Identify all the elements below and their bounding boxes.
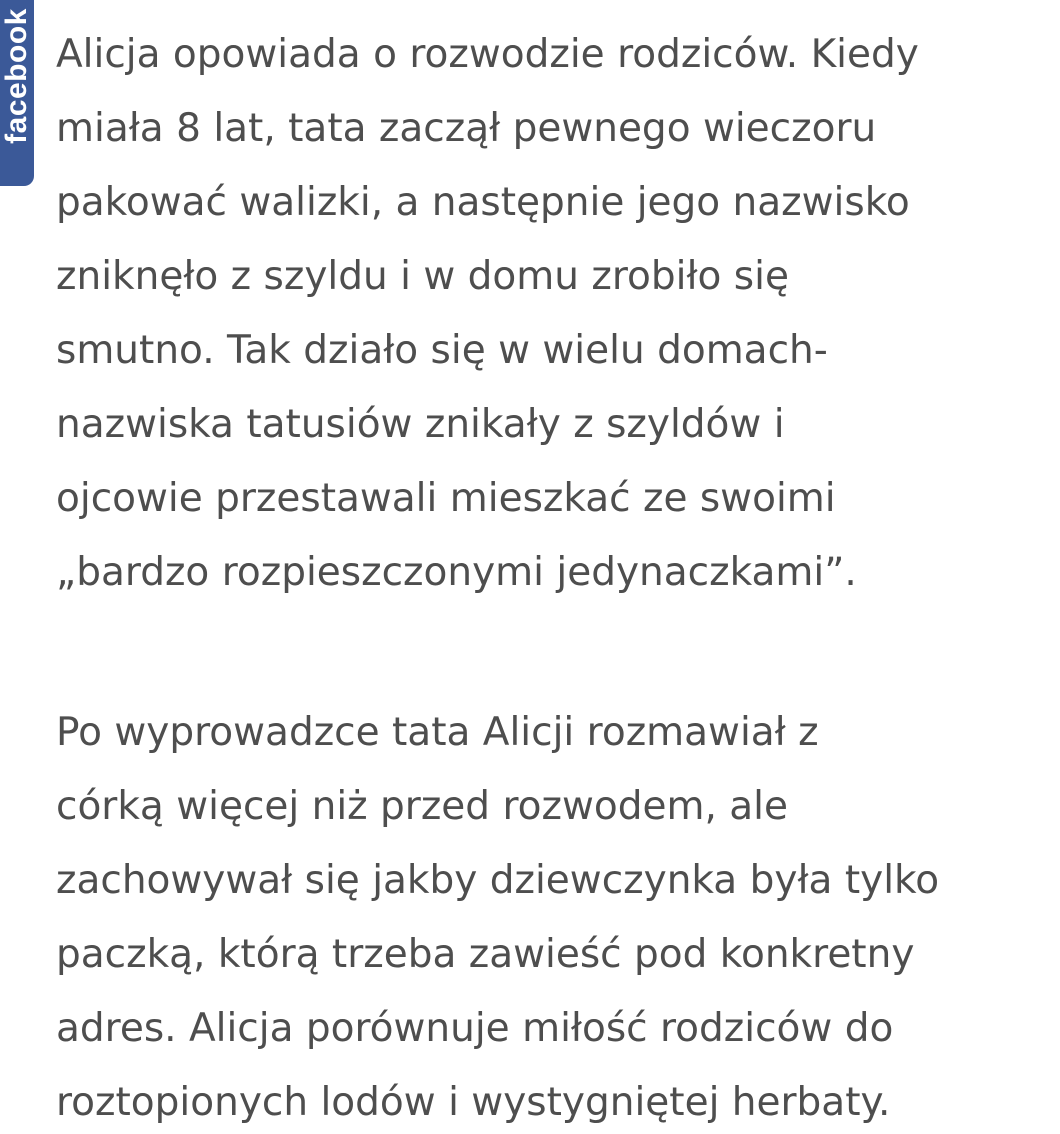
paragraph-line: roztopionych lodów i wystygniętej herbaty. — [56, 1080, 891, 1125]
facebook-share-tab[interactable] — [0, 0, 34, 186]
paragraph-line: „bardzo rozpieszczonymi jedynaczkami”. — [56, 550, 857, 595]
paragraph-line: paczką, którą trzeba zawieść pod konkretny — [56, 932, 915, 977]
article-paragraph-1 — [56, 18, 1046, 610]
paragraph-spacer — [56, 610, 1046, 696]
article-body — [56, 18, 1046, 1134]
paragraph-line: zniknęło z szyldu i w domu zrobiło się — [56, 254, 789, 299]
paragraph-line: zachowywał się jakby dziewczynka była tylko — [56, 858, 940, 903]
facebook-logo-text: facebook — [0, 8, 33, 144]
paragraph-line: Po wyprowadzce tata Alicji rozmawiał z — [56, 710, 819, 755]
paragraph-line: Alicja opowiada o rozwodzie rodziców. Kiedy — [56, 32, 919, 77]
paragraph-line: miała 8 lat, tata zaczął pewnego wieczoru — [56, 106, 877, 151]
paragraph-line: pakować walizki, a następnie jego nazwisko — [56, 180, 910, 225]
paragraph-line: adres. Alicja porównuje miłość rodziców do — [56, 1006, 894, 1051]
article-paragraph-2 — [56, 696, 1046, 1134]
paragraph-line: ojcowie przestawali mieszkać ze swoimi — [56, 476, 836, 521]
paragraph-line: nazwiska tatusiów znikały z szyldów i — [56, 402, 785, 447]
paragraph-line: smutno. Tak działo się w wielu domach- — [56, 328, 828, 373]
paragraph-line: córką więcej niż przed rozwodem, ale — [56, 784, 788, 829]
